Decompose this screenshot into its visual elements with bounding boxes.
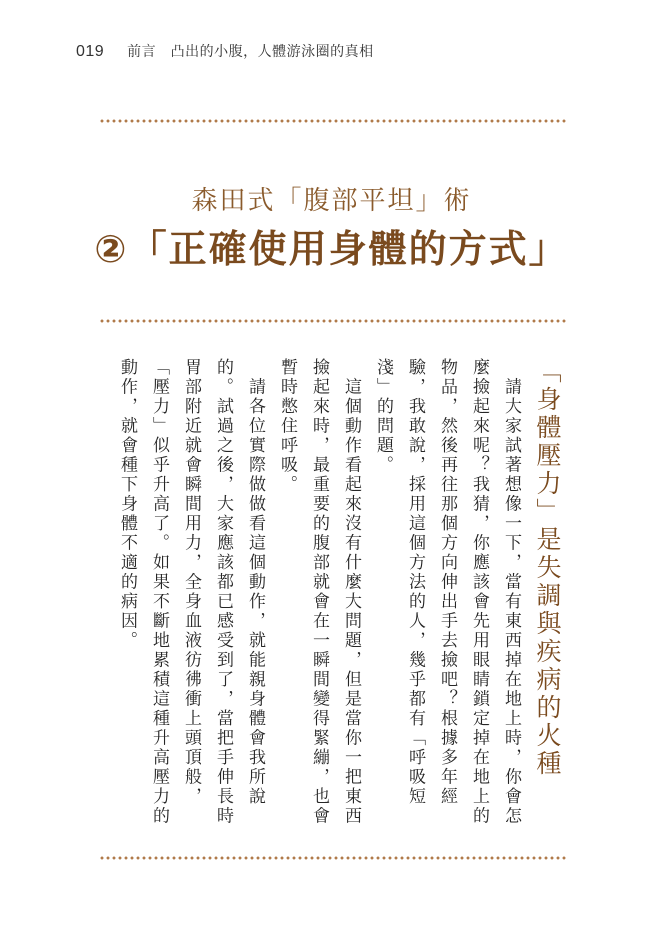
divider-middle: [99, 319, 566, 323]
divider-bottom: [99, 856, 566, 860]
title-line-2: ②「正確使用身體的方式」: [94, 227, 569, 271]
section-subheading: 「身體壓力」是失調與疾病的火種: [533, 358, 562, 778]
title-line-1: 森田式「腹部平坦」術: [191, 186, 472, 216]
body-paragraph: 請大家試著想像一下，當有東西掉在地上時，你會怎麼撿起來呢？我猜，你應該會先用眼睛鎖定掉在地上的物品，然後再往那個方向伸出手去撿吧？根據多年經驗，我敢說，採用這個方法的人，幾乎都有「呼吸短淺」的問題。: [373, 358, 521, 826]
vertical-body: [105, 358, 567, 833]
body-paragraph: 這個動作看起來沒有什麼大問題，但是當你一把東西撿起來時，最重要的腹部就會在一瞬間變得緊繃，也會暫時憋住呼吸。: [277, 358, 361, 826]
page-header: [76, 41, 623, 61]
divider-top: [99, 119, 566, 123]
body-paragraph: 請各位實際做做看這個動作，就能親身體會我所說的。試過之後，大家應該都已感受到了，當把手伸長時胃部附近就會瞬間用力，全身血液彷彿衝上頭頂般，「壓力」似乎升高了。如果不斷地累積這種升高壓力的動作，就會種下身體不適的病因。: [117, 358, 265, 826]
section-title: 前言 凸出的小腹，人體游泳圈的真相: [127, 44, 374, 60]
page-number: 019: [76, 43, 105, 60]
